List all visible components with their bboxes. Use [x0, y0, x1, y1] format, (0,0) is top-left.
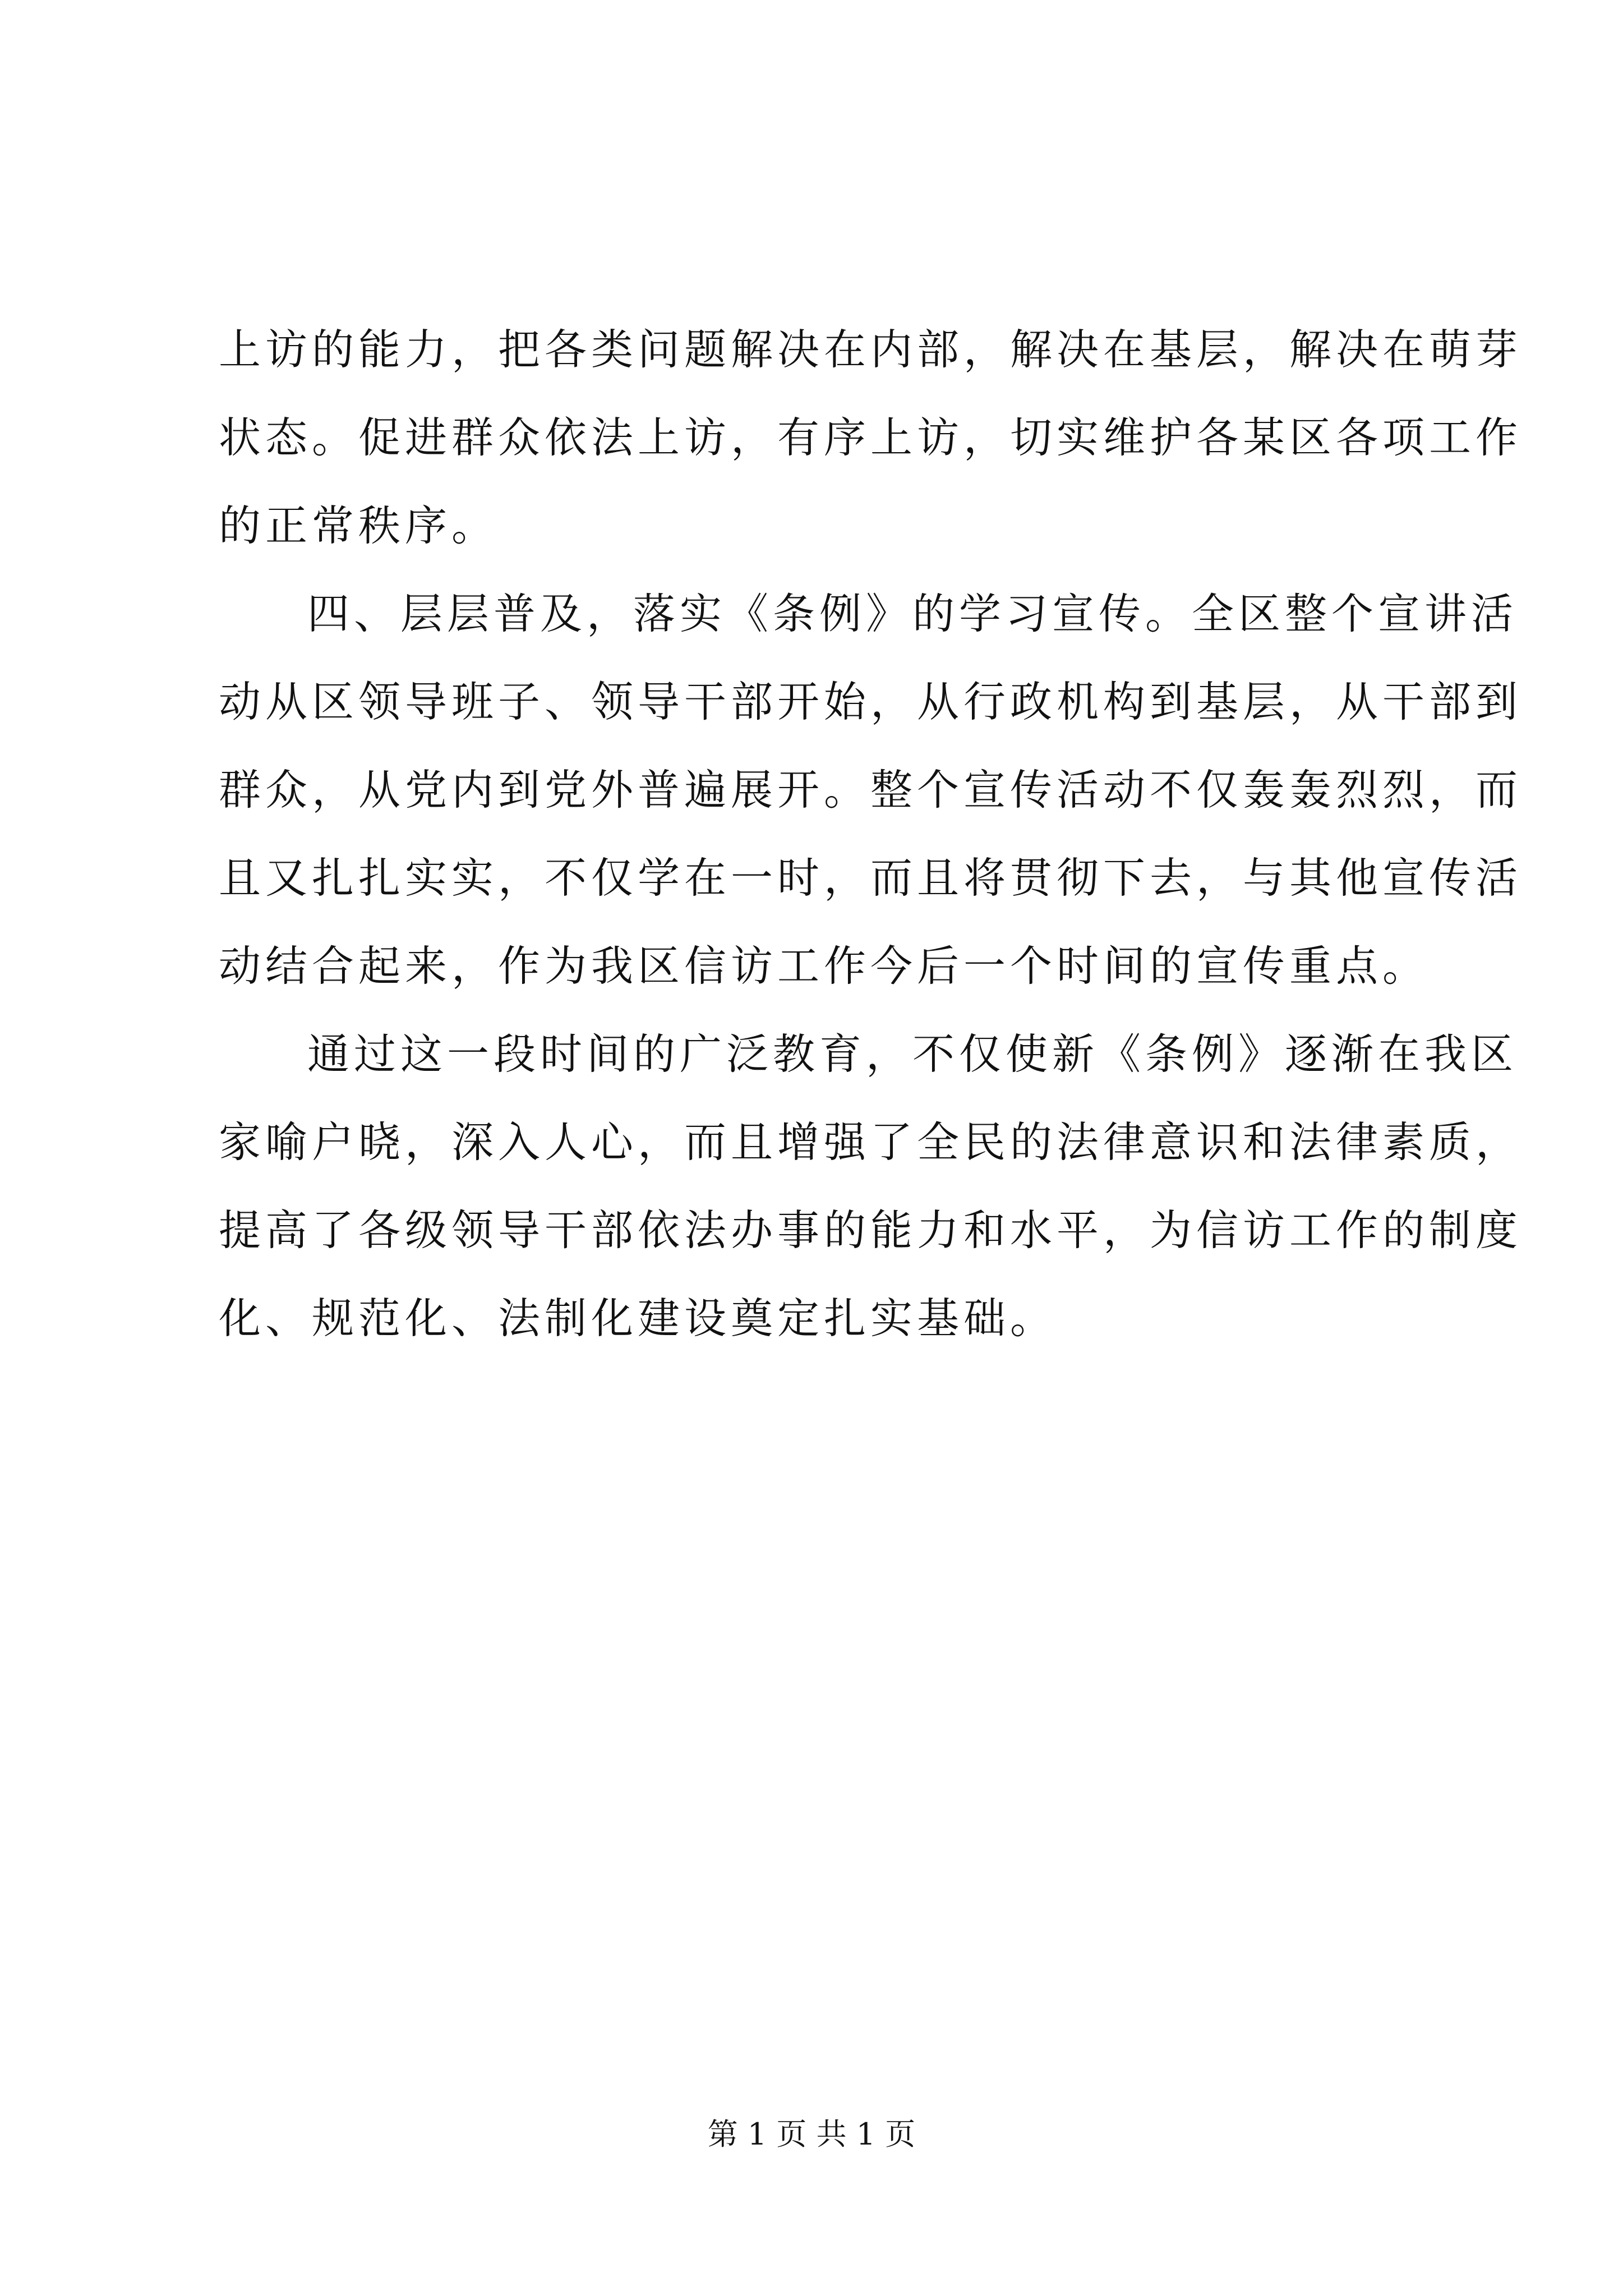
paragraph-3-line-4: 化、规范化、法制化建设奠定扎实基础。	[219, 1294, 1057, 1343]
paragraph-2-line-4: 且又扎扎实实，不仅学在一时，而且将贯彻下去，与其他宣传活	[219, 853, 1523, 903]
page-footer	[0, 2112, 1623, 2157]
document-body	[219, 306, 1523, 1363]
paragraph-1-line-3: 的正常秩序。	[219, 501, 499, 550]
paragraph-2-line-1: 四、层层普及，落实《条例》的学习宣传。全区整个宣讲活	[307, 589, 1518, 638]
paragraph-3-line-2: 家喻户晓，深入人心，而且增强了全民的法律意识和法律素质，	[219, 1117, 1523, 1167]
paragraph-2-line-3: 群众，从党内到党外普遍展开。整个宣传活动不仅轰轰烈烈，而	[219, 765, 1523, 815]
paragraph-2-line-2: 动从区领导班子、领导干部开始，从行政机构到基层，从干部到	[219, 677, 1523, 726]
paragraph-2-line-5: 动结合起来，作为我区信访工作今后一个时间的宣传重点。	[219, 941, 1430, 991]
paragraph-1-line-1: 上访的能力，把各类问题解决在内部，解决在基层，解决在萌芽	[219, 325, 1523, 374]
paragraph-3-line-3: 提高了各级领导干部依法办事的能力和水平，为信访工作的制度	[219, 1205, 1523, 1255]
paragraph-1-line-2: 状态。促进群众依法上访，有序上访，切实维护各某区各项工作	[219, 413, 1523, 462]
page-number-label: 第 1 页 共 1 页	[707, 2116, 916, 2152]
paragraph-3-line-1: 通过这一段时间的广泛教育，不仅使新《条例》逐渐在我区	[307, 1029, 1518, 1079]
